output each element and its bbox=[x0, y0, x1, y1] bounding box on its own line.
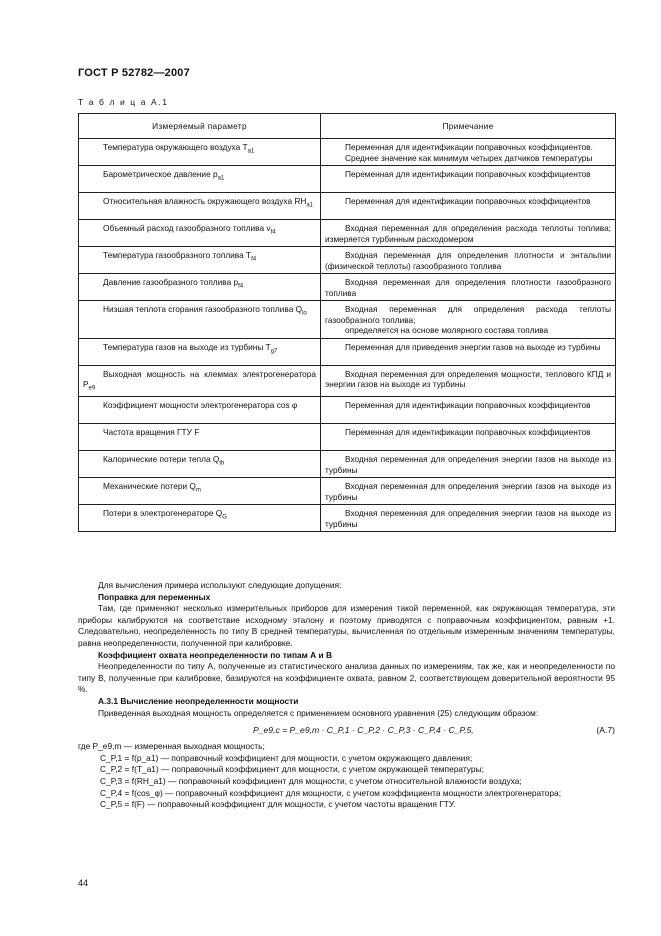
parameter-cell bbox=[79, 424, 321, 451]
parameter-text: Температура окружающего воздуха T bbox=[103, 142, 248, 152]
parameter-subscript: a1 bbox=[247, 148, 255, 155]
table-row bbox=[79, 424, 616, 451]
parameters-table bbox=[78, 113, 616, 532]
heading-a31: А.3.1 Вычисление неопределенности мощности bbox=[98, 695, 299, 706]
note-text: Переменная для идентификации поправочных коэффициентов bbox=[345, 427, 591, 438]
parameter-cell bbox=[79, 397, 321, 424]
equation-a7 bbox=[78, 721, 615, 741]
table-row bbox=[79, 451, 616, 478]
parameter-subscript: f4 bbox=[251, 256, 257, 263]
parameter-subscript: a1 bbox=[306, 202, 314, 209]
parameter-cell bbox=[79, 220, 321, 247]
note-cell bbox=[321, 193, 616, 220]
definition-line: C_P,1 = f(p_a1) — поправочный коэффициент для мощности, с учетом окружающего давления; bbox=[100, 752, 473, 763]
note-cell bbox=[321, 247, 616, 274]
note-cell bbox=[321, 451, 616, 478]
note-cell bbox=[321, 478, 616, 505]
note-text: Переменная для идентификации поправочных коэффициентов. bbox=[345, 142, 593, 152]
parameter-cell bbox=[79, 301, 321, 339]
document-code: ГОСТ Р 52782—2007 bbox=[78, 67, 190, 79]
note-text: Входная переменная для определения энергии газов на выходе из турбины bbox=[325, 508, 611, 529]
note-text: Входная переменная для определения энергии газов на выходе из турбины bbox=[325, 454, 611, 475]
table-row bbox=[79, 139, 616, 166]
note-text: Среднее значение как минимум четырех датчиков температуры bbox=[345, 152, 593, 163]
parameter-cell bbox=[79, 247, 321, 274]
heading-correction: Поправка для переменных bbox=[98, 591, 211, 602]
table-row bbox=[79, 193, 616, 220]
column-header-note: Примечание bbox=[321, 114, 616, 139]
parameter-cell bbox=[79, 365, 321, 397]
parameter-text: Частота вращения ГТУ F bbox=[103, 427, 200, 438]
note-cell bbox=[321, 274, 616, 301]
note-text: Переменная для идентификации поправочных коэффициентов bbox=[345, 169, 591, 179]
column-header-parameter: Измеряемый параметр bbox=[79, 114, 321, 139]
paragraph-assumptions: Для вычисления примера используют следующие допущения: bbox=[98, 580, 342, 590]
parameter-cell bbox=[79, 193, 321, 220]
parameter-cell bbox=[79, 505, 321, 532]
note-cell bbox=[321, 365, 616, 397]
paragraph-correction: Там, где применяют несколько измерительных приборов для измерения такой переменной, как окружающая температура, эти приборы калибруются на соответствие исходному эталону и поэтому приводятся с поправочным коэффициентом, равным +1. Следовательно, неопределенность по типу B средней температуры, вычисленная по отдельным измеренным значениям температуры, равна неопределенности, полученной при калибровке. bbox=[78, 603, 615, 648]
paragraph-coverage: Неопределенности по типу А, полученные из статистического анализа данных по измерениям, так же, как и неопределенности по типу В, полученные при калибровке, базируются на коэффициенте охвата, равном 2, соответствующем доверительной вероятности 95 %. bbox=[78, 661, 615, 695]
table-row bbox=[79, 505, 616, 532]
parameter-cell bbox=[79, 139, 321, 166]
parameter-subscript: f4 bbox=[238, 283, 244, 290]
note-text: Переменная для идентификации поправочных коэффициентов bbox=[345, 400, 591, 411]
note-cell bbox=[321, 220, 616, 247]
parameter-subscript: m bbox=[195, 487, 201, 494]
parameter-subscript: th bbox=[219, 460, 225, 467]
table-body bbox=[79, 139, 616, 532]
parameter-text: Потери в электрогенераторе Q bbox=[103, 508, 223, 519]
parameter-text: Давление газообразного топлива p bbox=[103, 277, 239, 287]
parameter-cell bbox=[79, 166, 321, 193]
definition-line: C_P,2 = f(T_a1) — поправочный коэффициент для мощности, с учетом окружающей температуры; bbox=[100, 764, 484, 775]
parameter-subscript: lo bbox=[302, 310, 307, 317]
note-cell bbox=[321, 301, 616, 339]
table-row bbox=[79, 247, 616, 274]
note-text: Входная переменная для определения расхода теплоты топлива; измеряется турбинным расходомером bbox=[325, 223, 611, 244]
parameter-text: Калорические потери тепла Q bbox=[103, 454, 220, 465]
table-row bbox=[79, 478, 616, 505]
note-text: Входная переменная для определения энергии газов на выходе из турбины bbox=[325, 481, 611, 502]
definition-line: C_P,3 = f(RH_a1) — поправочный коэффициент для мощности, с учетом относительной влажности воздуха; bbox=[100, 775, 522, 786]
parameter-subscript: G bbox=[222, 514, 227, 521]
equation-formula: P_e9,c = P_e9,m · C_P,1 · C_P,2 · C_P,3 · C_P,4 · C_P,5, bbox=[253, 725, 474, 736]
parameter-text: Барометрическое давление p bbox=[103, 169, 218, 179]
parameter-cell bbox=[79, 451, 321, 478]
parameter-text: Объемный расход газообразного топлива v bbox=[103, 223, 271, 233]
table-row bbox=[79, 301, 616, 339]
note-cell bbox=[321, 424, 616, 451]
note-cell bbox=[321, 505, 616, 532]
parameter-text: Выходная мощность на клеммах электрогенератора P bbox=[83, 368, 316, 389]
note-text: определяется на основе молярного состава топлива bbox=[345, 325, 549, 335]
body-text bbox=[78, 580, 615, 811]
note-cell bbox=[321, 166, 616, 193]
parameter-text: Температура газов на выходе из турбины T bbox=[103, 341, 271, 352]
parameter-text: Коэффициент мощности электрогенератора cos φ bbox=[103, 400, 298, 411]
table-row bbox=[79, 274, 616, 301]
parameter-subscript: a1 bbox=[217, 175, 225, 182]
parameter-cell bbox=[79, 338, 321, 365]
table-row bbox=[79, 220, 616, 247]
note-text: Входная переменная для определения расхода теплоты газообразного топлива; bbox=[325, 304, 611, 325]
parameter-text: Механические потери Q bbox=[103, 481, 196, 492]
paragraph-power: Приведенная выходная мощность определяется с применением основного уравнения (25) следующим образом: bbox=[98, 707, 539, 718]
parameter-subscript: g7 bbox=[270, 348, 278, 355]
equation-definitions bbox=[78, 741, 615, 811]
definition-line: где P_e9,m — измеренная выходная мощность; bbox=[78, 741, 265, 752]
parameter-subscript: f4 bbox=[270, 229, 276, 236]
parameter-text: Низшая теплота сгорания газообразного топлива Q bbox=[103, 304, 303, 314]
note-cell bbox=[321, 139, 616, 166]
note-text: Переменная для идентификации поправочных коэффициентов bbox=[345, 196, 591, 206]
heading-coverage: Коэффициент охвата неопределенности по типам А и В bbox=[98, 649, 333, 660]
note-text: Переменная для приведения энергии газов на выходе из турбины bbox=[345, 341, 601, 352]
parameter-subscript: e9 bbox=[88, 385, 96, 392]
definition-line: C_P,5 = f(F) — поправочный коэффициент для мощности, с учетом частоты вращения ГТУ. bbox=[100, 799, 456, 810]
note-cell bbox=[321, 338, 616, 365]
table-row bbox=[79, 166, 616, 193]
parameter-cell bbox=[79, 478, 321, 505]
note-text: Входная переменная для определения плотности газообразного топлива bbox=[325, 277, 611, 298]
table-row bbox=[79, 338, 616, 365]
page-number: 44 bbox=[78, 878, 89, 888]
table-caption: Т а б л и ц а А.1 bbox=[78, 97, 169, 107]
equation-number: (А.7) bbox=[596, 725, 615, 736]
table-row bbox=[79, 365, 616, 397]
definition-line: C_P,4 = f(cos_φ) — поправочный коэффициент для мощности, с учетом коэффициента мощности электрогенератора; bbox=[100, 787, 562, 798]
parameter-text: Относительная влажность окружающего воздуха RH bbox=[103, 196, 307, 206]
note-text: Входная переменная для определения мощности, теплового КПД и энергии газов на выходе из турбины bbox=[325, 368, 611, 389]
table-row bbox=[79, 397, 616, 424]
parameter-text: Температура газообразного топлива T bbox=[103, 250, 252, 260]
note-cell bbox=[321, 397, 616, 424]
note-text: Входная переменная для определения плотности и энтальпии (физической теплоты) газообразного топлива bbox=[325, 250, 611, 271]
parameter-cell bbox=[79, 274, 321, 301]
